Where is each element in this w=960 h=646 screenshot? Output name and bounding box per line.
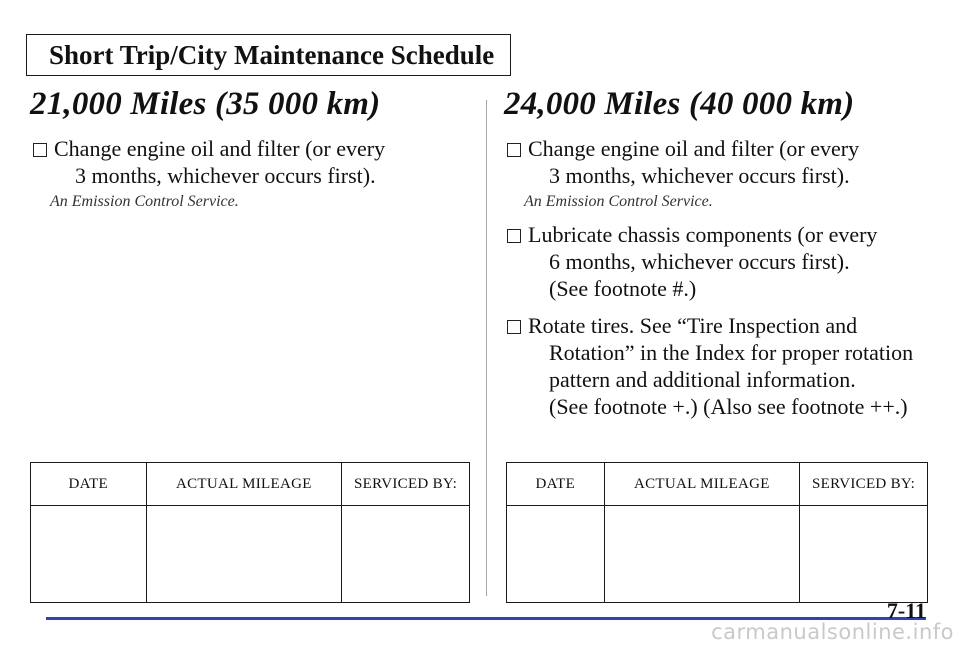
task-text: [504, 135, 934, 189]
mileage-column-header: ACTUAL MILEAGE: [146, 463, 342, 506]
task-text: [30, 135, 470, 189]
checkbox-icon[interactable]: [507, 229, 521, 243]
section-header-title: Short Trip/City Maintenance Schedule: [49, 39, 495, 70]
serviced-by-column-header: SERVICED BY:: [800, 463, 928, 506]
task-line: (See footnote #.): [549, 276, 697, 301]
left-column: [30, 86, 470, 211]
task-line: pattern and additional information.: [549, 367, 856, 392]
left-service-record-table: [30, 462, 470, 603]
right-mileage-heading: 24,000 Miles (40 000 km): [504, 86, 855, 122]
right-task-1: [504, 135, 934, 211]
task-line: Change engine oil and filter (or every: [528, 136, 860, 161]
left-mileage-heading: 21,000 Miles (35 000 km): [30, 86, 381, 122]
date-cell[interactable]: [31, 506, 147, 603]
serviced-by-cell[interactable]: [800, 506, 928, 603]
section-header: [26, 34, 511, 76]
right-task-3: [504, 312, 934, 420]
table-row: [31, 506, 470, 603]
emission-note: An Emission Control Service.: [50, 193, 239, 210]
checkbox-icon[interactable]: [507, 143, 521, 157]
table-header-row: [31, 463, 470, 506]
task-line: Rotation” in the Index for proper rotation: [549, 340, 914, 365]
date-column-header: DATE: [507, 463, 605, 506]
date-cell[interactable]: [507, 506, 605, 603]
mileage-cell[interactable]: [604, 506, 800, 603]
table-header-row: [507, 463, 928, 506]
page-number: 7-11: [886, 598, 926, 623]
right-task-2: [504, 221, 934, 302]
task-line: Change engine oil and filter (or every: [54, 136, 386, 161]
task-text: [504, 221, 934, 302]
right-service-record-table: [506, 462, 928, 603]
table-row: [507, 506, 928, 603]
task-line: 3 months, whichever occurs first).: [549, 163, 850, 188]
task-line: 6 months, whichever occurs first).: [549, 249, 850, 274]
serviced-by-cell[interactable]: [342, 506, 470, 603]
date-column-header: DATE: [31, 463, 147, 506]
checkbox-icon[interactable]: [33, 143, 47, 157]
checkbox-icon[interactable]: [507, 320, 521, 334]
task-text: [504, 312, 934, 420]
column-divider: [486, 100, 487, 596]
serviced-by-column-header: SERVICED BY:: [342, 463, 470, 506]
mileage-column-header: ACTUAL MILEAGE: [604, 463, 800, 506]
task-line: 3 months, whichever occurs first).: [75, 163, 376, 188]
task-line: Lubricate chassis components (or every: [528, 222, 878, 247]
task-line: (See footnote +.) (Also see footnote ++.): [549, 394, 908, 419]
emission-note: An Emission Control Service.: [524, 193, 713, 210]
watermark-text: carmanualsonline.info: [711, 620, 954, 644]
mileage-cell[interactable]: [146, 506, 342, 603]
left-task-1: [30, 135, 470, 211]
right-column: [504, 86, 934, 420]
task-line: Rotate tires. See “Tire Inspection and: [528, 313, 858, 338]
